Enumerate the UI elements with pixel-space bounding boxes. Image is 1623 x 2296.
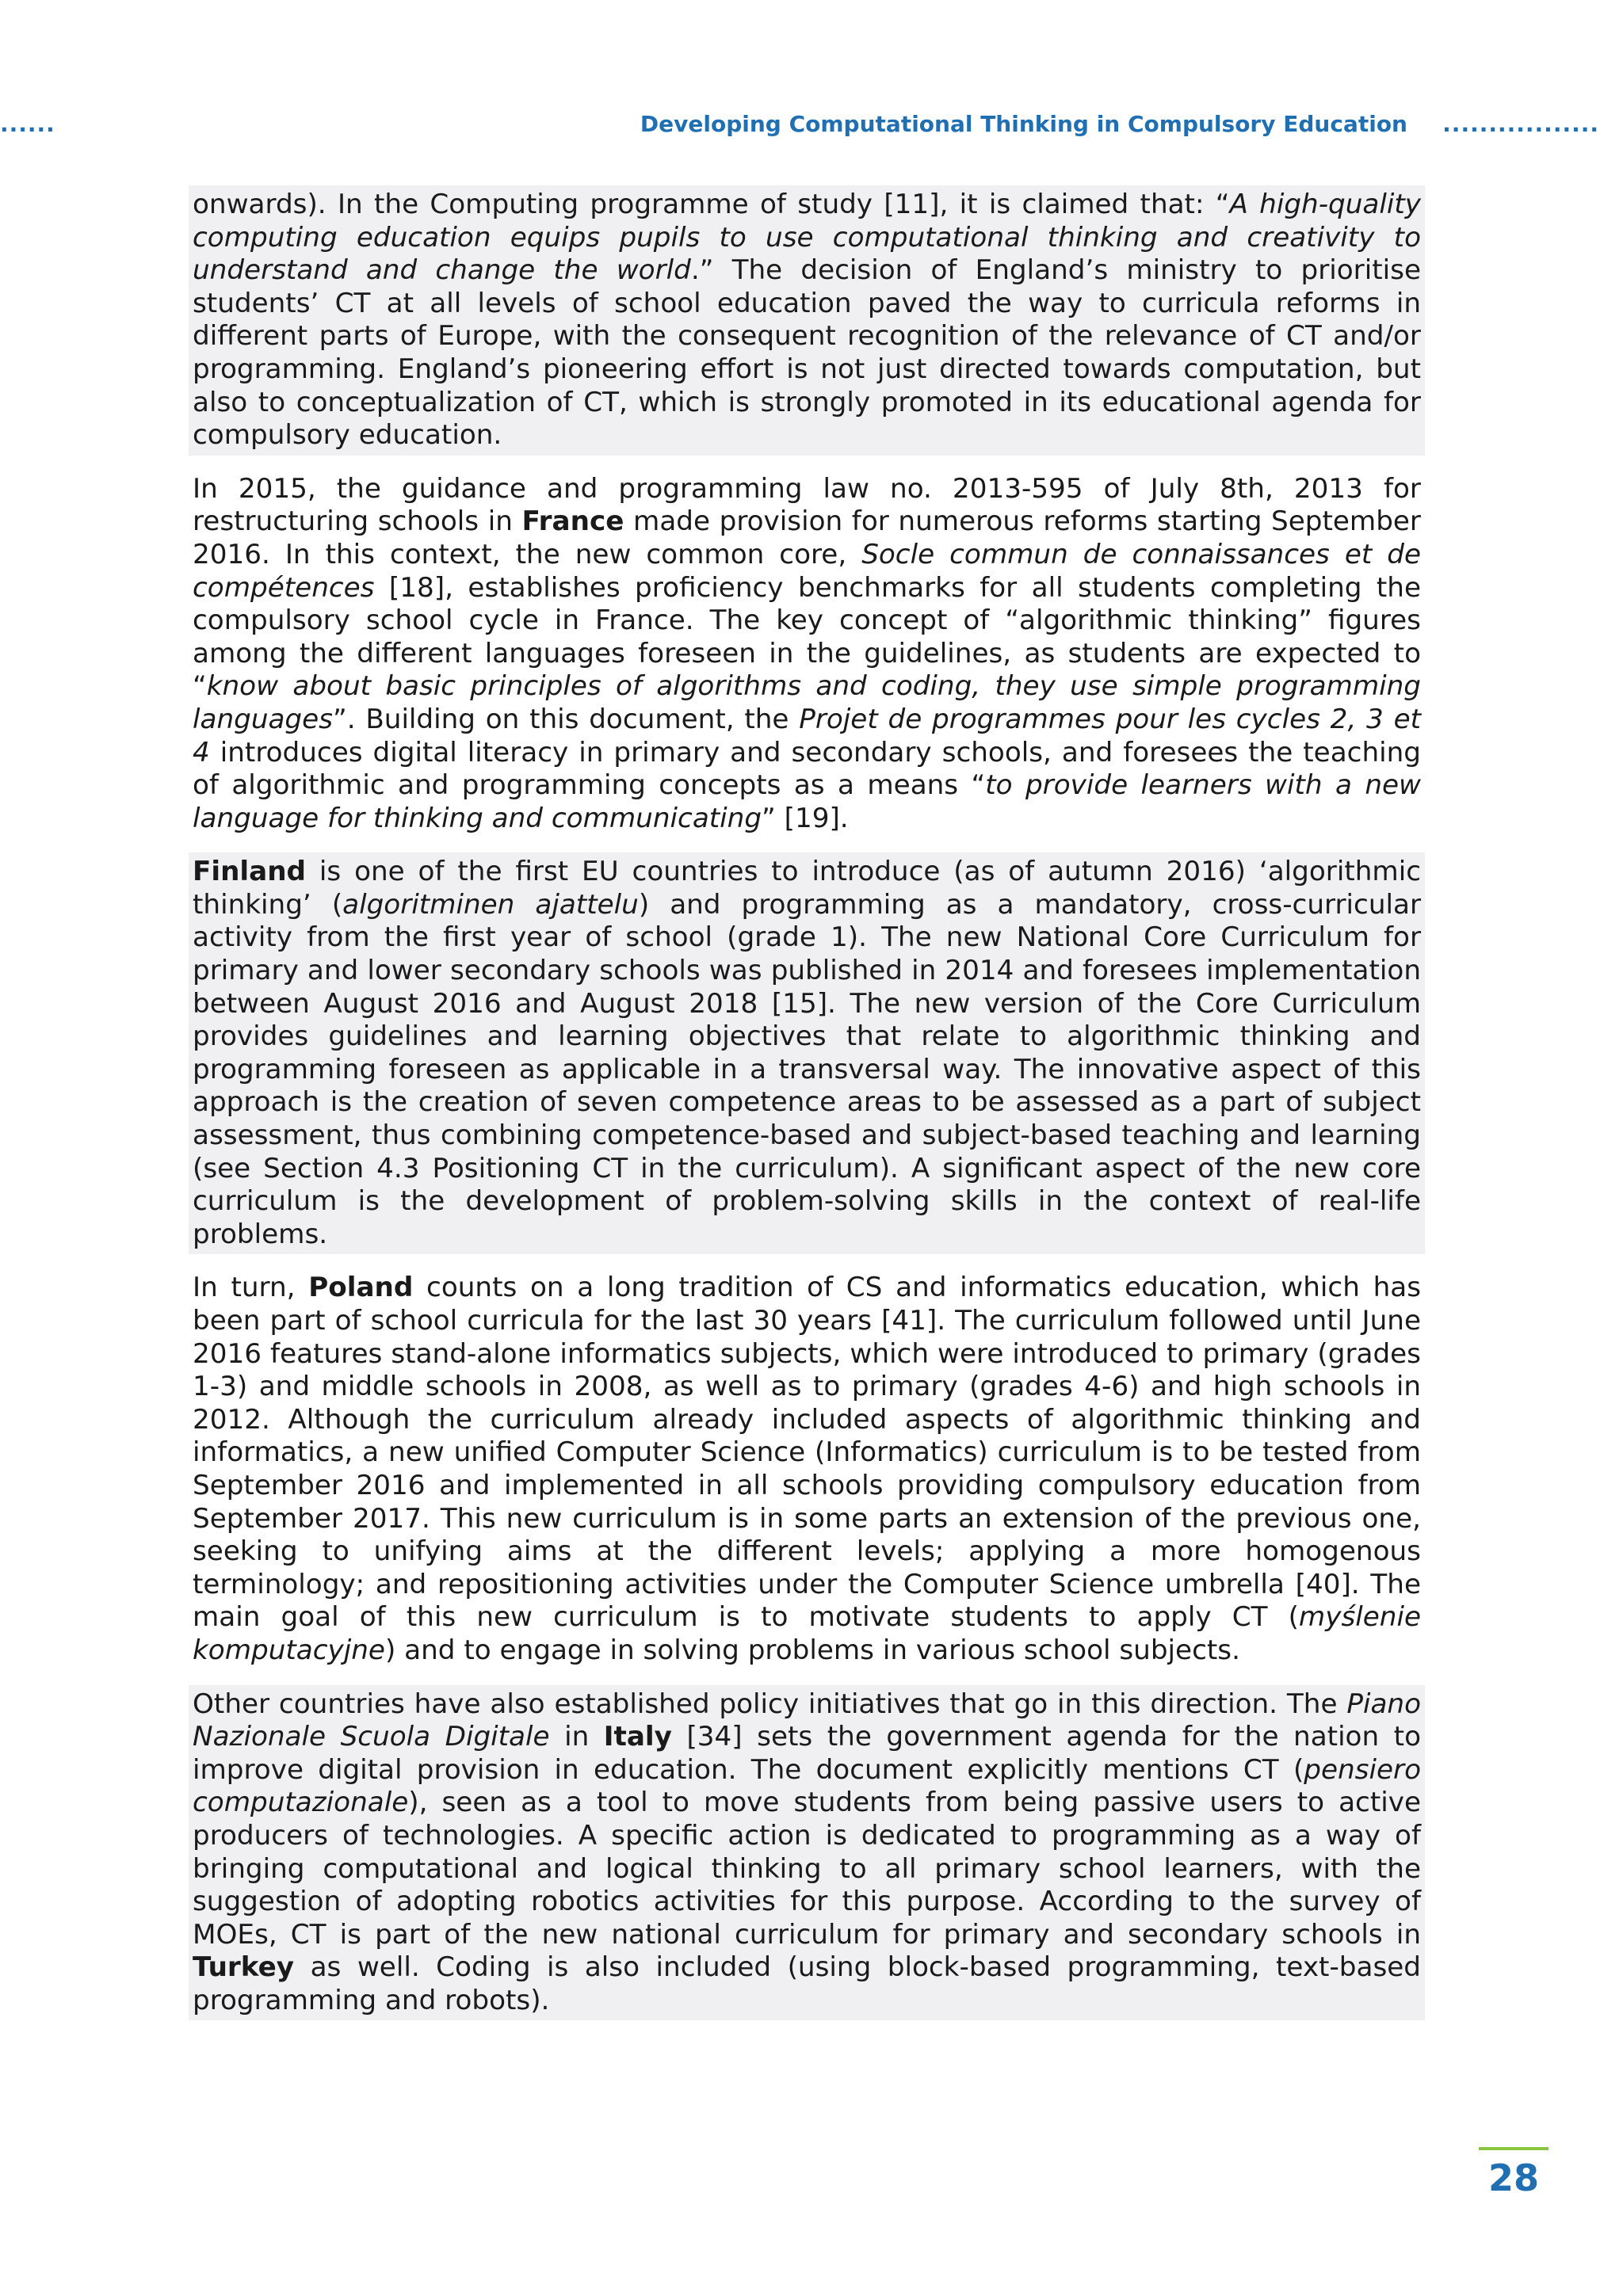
page-number-rule bbox=[1479, 2147, 1549, 2150]
italic-text: myślenie komputacyjne bbox=[193, 1601, 1421, 1666]
body-text bbox=[189, 185, 1425, 2035]
text-run: ) and programming as a mandatory, cross-curricular activity from the first year of school (grade 1). The new National Core Curriculum for primary and lower secondary schools was published in 2014 and foresees implementation between August 2016 and August 2018 [15]. The new version of the Core Curriculum provides guidelines and learning objectives that relate to algorithmic thinking and programming foreseen as applicable in a transversal way. The innovative aspect of this approach is the creation of seven competence areas to be assessed as a part of subject assessment, thus combining competence-based and subject-based teaching and learning (see Section 4.3 Positioning CT in the curriculum). A significant aspect of the new core curriculum is the development of problem-solving skills in the context of real-life problems. bbox=[193, 888, 1422, 1250]
text-run: [18], establishes proficiency benchmarks for all students completing the compulsory school cycle in France. The key concept of “algorithmic thinking” figures among the different languages foreseen in the guidelines, as students are expected to “ bbox=[193, 571, 1421, 703]
text-run: ), seen as a tool to move students from being passive users to active producers of technologies. A specific action is dedicated to programming as a way of bringing computational and logical thinking to all primary school learners, with the suggestion of adopting robotics activities for this purpose. According to the survey of MOEs, CT is part of the new national curriculum for primary and secondary schools in bbox=[193, 1787, 1421, 1951]
paragraph bbox=[189, 1268, 1425, 1670]
text-run: ) and to engage in solving problems in various school subjects. bbox=[384, 1634, 1240, 1666]
text-run: ” [19]. bbox=[762, 802, 849, 834]
italic-text: to provide learners with a new language for thinking and communicating bbox=[193, 769, 1421, 834]
header-title: Developing Computational Thinking in Compulsory Education bbox=[640, 111, 1407, 137]
bold-text: Poland bbox=[308, 1272, 414, 1304]
paragraph bbox=[189, 185, 1425, 456]
text-run: onwards). In the Computing programme of study [11], it is claimed that: “ bbox=[193, 189, 1230, 220]
paragraph bbox=[189, 852, 1425, 1254]
header-dots-left: ...... bbox=[0, 111, 55, 137]
text-run: In turn, bbox=[193, 1272, 309, 1304]
bold-text: Finland bbox=[193, 856, 307, 888]
text-run: .” The decision of England’s ministry to prioritise students’ CT at all levels of school education paved the way to curricula reforms in different parts of Europe, with the consequent recognition of the relevance of CT and/or programming. England’s pioneering effort is not just directed towards computation, but also to conceptualization of CT, which is strongly promoted in its educational agenda for compulsory education. bbox=[193, 254, 1421, 452]
text-run: is one of the first EU countries to introduce (as of autumn 2016) ‘algorithmic thinking’ ( bbox=[193, 856, 1421, 921]
text-run: introduces digital literacy in primary and secondary schools, and foresees the teaching of algorithmic and programming concepts as a means “ bbox=[193, 736, 1421, 802]
text-run: In 2015, the guidance and programming law no. 2013-595 of July 8th, 2013 for restructuring schools in bbox=[193, 472, 1421, 538]
bold-text: France bbox=[521, 505, 624, 538]
italic-text: pensiero computazionale bbox=[193, 1753, 1421, 1819]
text-run: Other countries have also established policy initiatives that go in this direction. The bbox=[193, 1688, 1347, 1720]
header-dots-right: ................. bbox=[1442, 111, 1599, 137]
italic-text: A high-quality computing education equips pupils to use computational thinking and creativity to understand and change the world bbox=[193, 189, 1421, 287]
paragraph bbox=[189, 470, 1425, 839]
text-run: [34] sets the government agenda for the nation to improve digital provision in education. The document explicitly mentions CT ( bbox=[193, 1721, 1421, 1786]
italic-text: algoritminen ajattelu bbox=[342, 888, 639, 921]
italic-text: Socle commun de connaissances et de compétences bbox=[193, 538, 1421, 604]
italic-text: Projet de programmes pour les cycles 2, 3 et 4 bbox=[193, 703, 1422, 769]
bold-text: Turkey bbox=[193, 1951, 295, 1984]
text-run: as well. Coding is also included (using block-based programming, text-based programming and robots). bbox=[193, 1951, 1421, 2016]
page-number: 28 bbox=[1487, 2157, 1539, 2199]
italic-text: know about basic principles of algorithms and coding, they use simple programming languages bbox=[193, 670, 1421, 735]
text-run: made provision for numerous reforms starting September 2016. In this context, the new common core, bbox=[193, 505, 1421, 570]
paragraph bbox=[189, 1685, 1425, 2021]
text-run: counts on a long tradition of CS and informatics education, which has been part of school curricula for the last 30 years [41]. The curriculum followed until June 2016 features stand-alone informatics subjects, which were introduced to primary (grades 1-3) and middle schools in 2008, as well as to primary (grades 4-6) and high schools in 2012. Although the curriculum already included aspects of algorithmic thinking and informatics, a new unified Computer Science (Informatics) curriculum is to be tested from September 2016 and implemented in all schools providing compulsory education from September 2017. This new curriculum is in some parts an extension of the previous one, seeking to unifying aims at the different levels; applying a more homogenous terminology; and repositioning activities under the Computer Science umbrella [40]. The main goal of this new curriculum is to motivate students to apply CT ( bbox=[193, 1272, 1422, 1634]
text-run: in bbox=[549, 1721, 604, 1753]
text-run: ”. Building on this document, the bbox=[332, 703, 800, 735]
italic-text: Piano Nazionale Scuola Digitale bbox=[193, 1688, 1421, 1753]
bold-text: Italy bbox=[603, 1721, 672, 1753]
page-header bbox=[0, 111, 1623, 143]
